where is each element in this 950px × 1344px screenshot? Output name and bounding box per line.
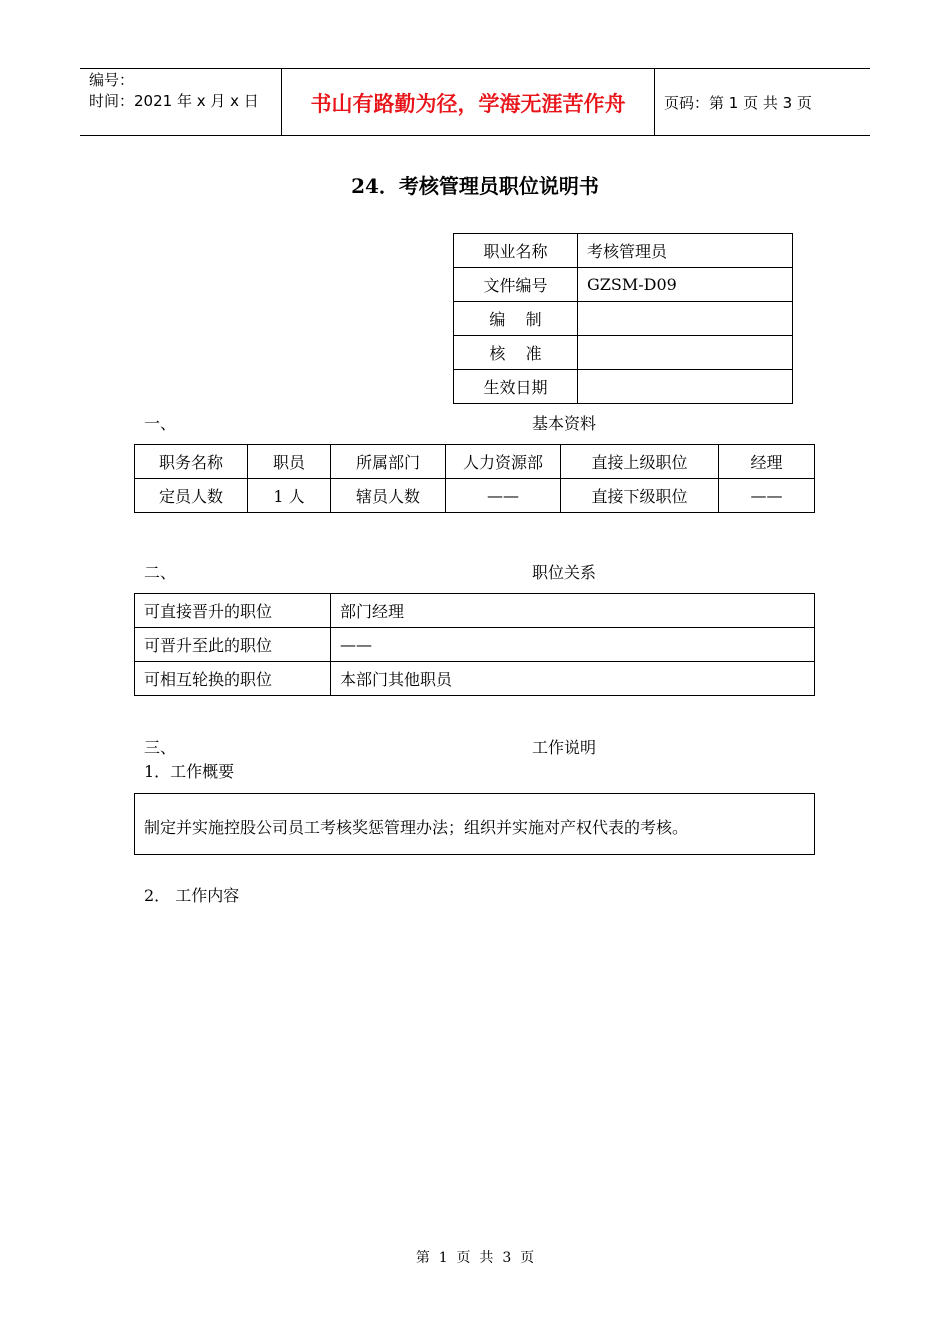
relation-label: 可晋升至此的职位 (135, 628, 331, 662)
section-number-relations: 二、 (144, 563, 177, 582)
work-summary-box (134, 793, 815, 855)
work-summary-heading: 1．工作概要 (144, 762, 235, 781)
table-cell: 职员 (248, 445, 331, 479)
info-value (578, 336, 793, 370)
table-cell: 定员人数 (135, 479, 248, 513)
document-info-table (453, 233, 793, 404)
relation-value: 本部门其他职员 (331, 662, 815, 696)
table-row (135, 479, 815, 513)
basic-info-table (134, 444, 815, 513)
info-label: 文件编号 (454, 268, 578, 302)
info-label: 核 准 (454, 336, 578, 370)
info-value: GZSM-D09 (578, 268, 793, 302)
table-cell: —— (719, 479, 815, 513)
work-content-heading: 2． 工作内容 (144, 886, 240, 905)
table-row (454, 336, 793, 370)
header-number-label: 编号： (89, 71, 135, 89)
header-divider-right (654, 68, 655, 135)
header-motto: 书山有路勤为径，学海无涯苦作舟 (310, 92, 626, 116)
info-value (578, 302, 793, 336)
header-meta (89, 70, 259, 112)
table-row (135, 445, 815, 479)
table-cell: 直接下级职位 (561, 479, 719, 513)
info-label: 生效日期 (454, 370, 578, 404)
section-title-relations: 职位关系 (532, 563, 597, 582)
table-cell: 职务名称 (135, 445, 248, 479)
info-label: 编 制 (454, 302, 578, 336)
table-row (135, 628, 815, 662)
relations-table (134, 593, 815, 696)
header-bottom-rule (80, 135, 870, 136)
table-cell: 经理 (719, 445, 815, 479)
relation-value: —— (331, 628, 815, 662)
work-summary-text: 制定并实施控股公司员工考核奖惩管理办法；组织并实施对产权代表的考核。 (144, 818, 689, 837)
header-time-label: 时间：2021 年 x 月 x 日 (89, 92, 259, 110)
relation-value: 部门经理 (331, 594, 815, 628)
table-cell: 人力资源部 (446, 445, 561, 479)
table-row (454, 234, 793, 268)
table-cell: 辖员人数 (331, 479, 446, 513)
info-label: 职业名称 (454, 234, 578, 268)
document-title: 24．考核管理员职位说明书 (351, 174, 599, 198)
table-row (135, 594, 815, 628)
header-page-info: 页码：第 1 页 共 3 页 (664, 94, 812, 112)
table-cell: 直接上级职位 (561, 445, 719, 479)
section-number-work: 三、 (144, 738, 177, 757)
section-title-basic: 基本资料 (532, 414, 597, 433)
table-cell: 1 人 (248, 479, 331, 513)
table-row (454, 370, 793, 404)
table-cell: —— (446, 479, 561, 513)
page-footer: 第 1 页 共 3 页 (415, 1250, 535, 1266)
header-top-rule (80, 68, 870, 69)
section-title-work: 工作说明 (532, 738, 597, 757)
info-value: 考核管理员 (578, 234, 793, 268)
section-number-basic: 一、 (144, 414, 177, 433)
table-row (454, 268, 793, 302)
table-cell: 所属部门 (331, 445, 446, 479)
relation-label: 可直接晋升的职位 (135, 594, 331, 628)
table-row (454, 302, 793, 336)
info-value (578, 370, 793, 404)
relation-label: 可相互轮换的职位 (135, 662, 331, 696)
table-row (135, 662, 815, 696)
